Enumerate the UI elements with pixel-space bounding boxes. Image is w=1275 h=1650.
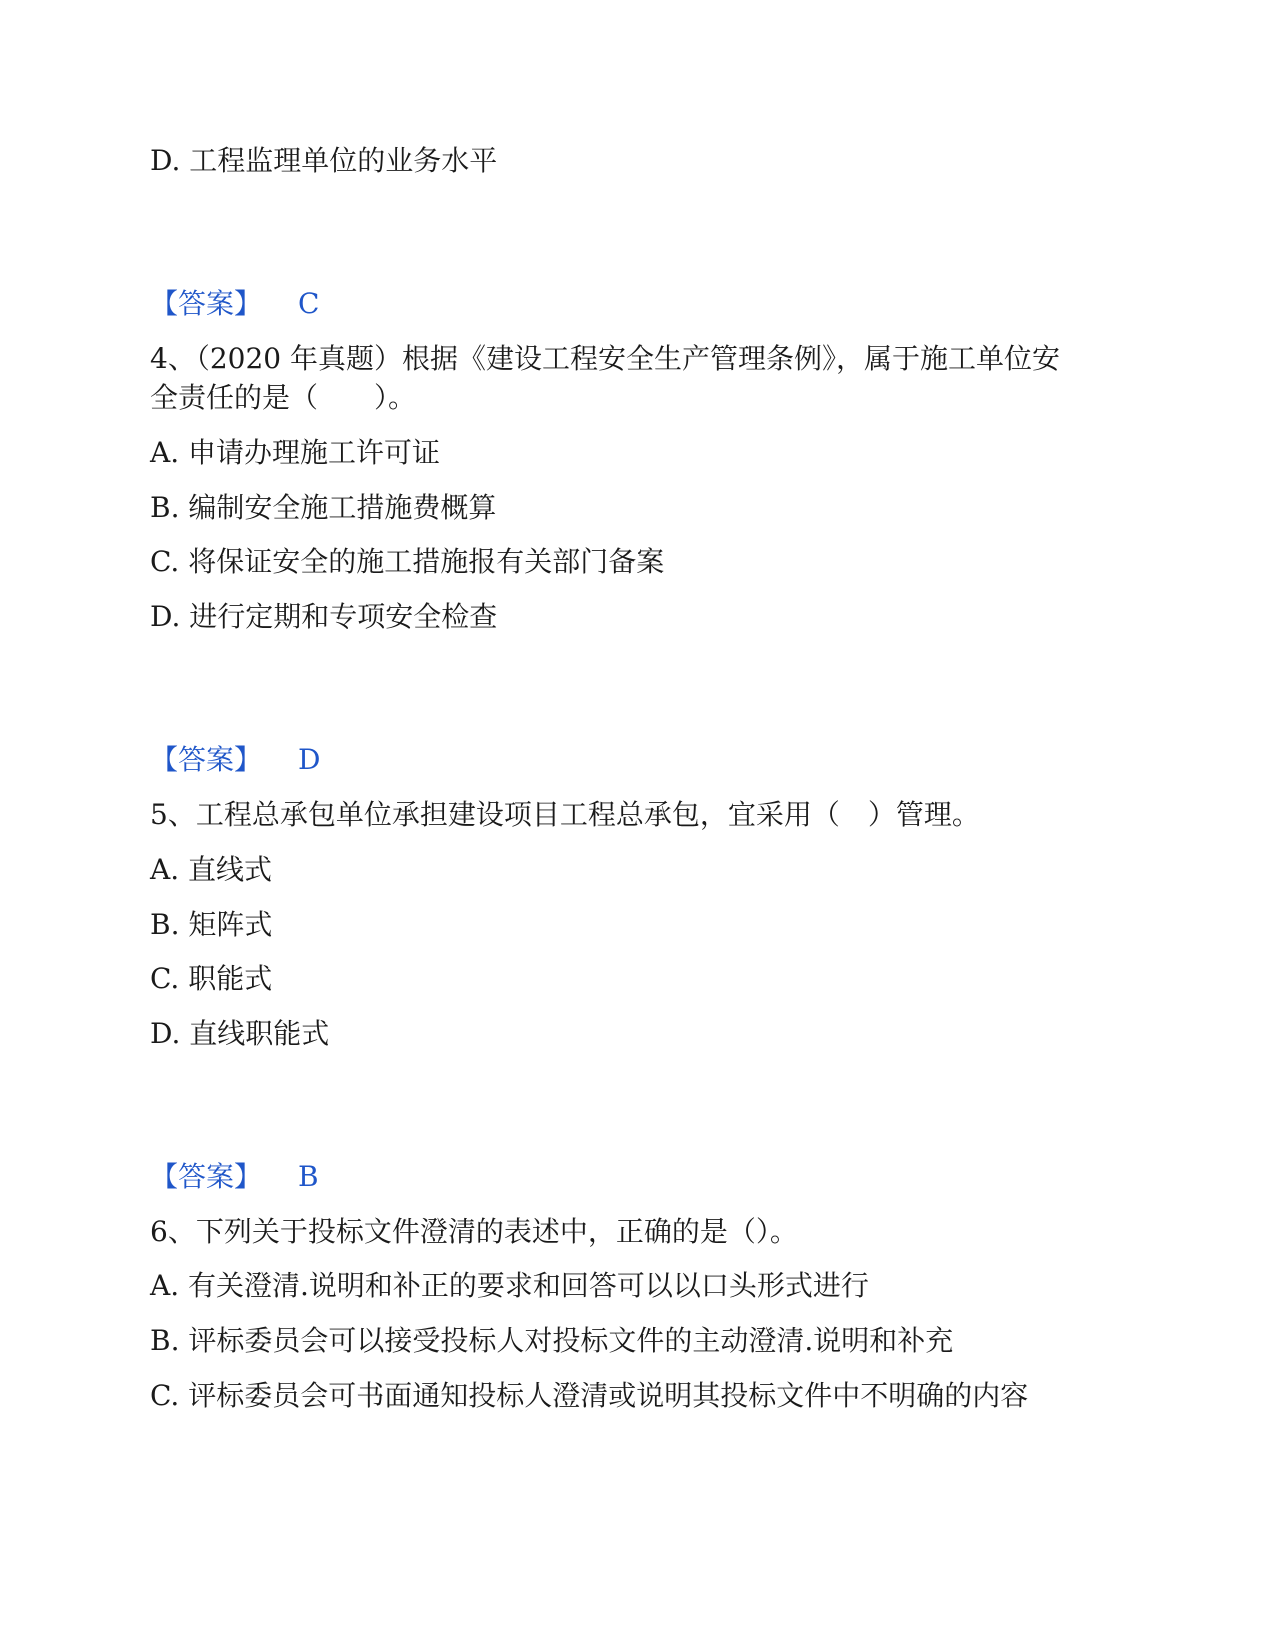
answer-5 — [150, 1157, 550, 1197]
q5-option-d: D. 直线职能式 — [150, 1017, 330, 1050]
answer-tag: 【答案】 — [150, 1160, 263, 1193]
answer-tag: 【答案】 — [150, 743, 263, 776]
q6-stem: 6、下列关于投标文件澄清的表述中，正确的是（）。 — [150, 1215, 798, 1248]
q4-stem-line1: 4、（2020 年真题）根据《建设工程安全生产管理条例》，属于施工单位安 — [150, 342, 1060, 375]
q4-option-c: C. 将保证安全的施工措施报有关部门备案 — [150, 545, 665, 578]
q6-option-c: C. 评标委员会可书面通知投标人澄清或说明其投标文件中不明确的内容 — [150, 1379, 1029, 1412]
answer-3 — [150, 284, 550, 324]
answer-4 — [150, 740, 550, 780]
answer-tag: 【答案】 — [150, 287, 263, 320]
q6-option-a: A. 有关澄清.说明和补正的要求和回答可以以口头形式进行 — [150, 1269, 869, 1302]
q3-option-d: D. 工程监理单位的业务水平 — [150, 144, 498, 177]
q4-stem-line2: 全责任的是（ ）。 — [150, 381, 417, 414]
q5-stem: 5、工程总承包单位承担建设项目工程总承包，宜采用（ ）管理。 — [150, 798, 980, 831]
answer-value: B — [298, 1160, 319, 1193]
q4-option-d: D. 进行定期和专项安全检查 — [150, 600, 498, 633]
q5-option-c: C. 职能式 — [150, 962, 273, 995]
answer-value: D — [298, 743, 321, 776]
q6-option-b: B. 评标委员会可以接受投标人对投标文件的主动澄清.说明和补充 — [150, 1324, 954, 1357]
q4-option-b: B. 编制安全施工措施费概算 — [150, 491, 497, 524]
answer-value: C — [298, 287, 320, 320]
q4-option-a: A. 申请办理施工许可证 — [150, 436, 441, 469]
q5-option-a: A. 直线式 — [150, 853, 273, 886]
q5-option-b: B. 矩阵式 — [150, 908, 273, 941]
